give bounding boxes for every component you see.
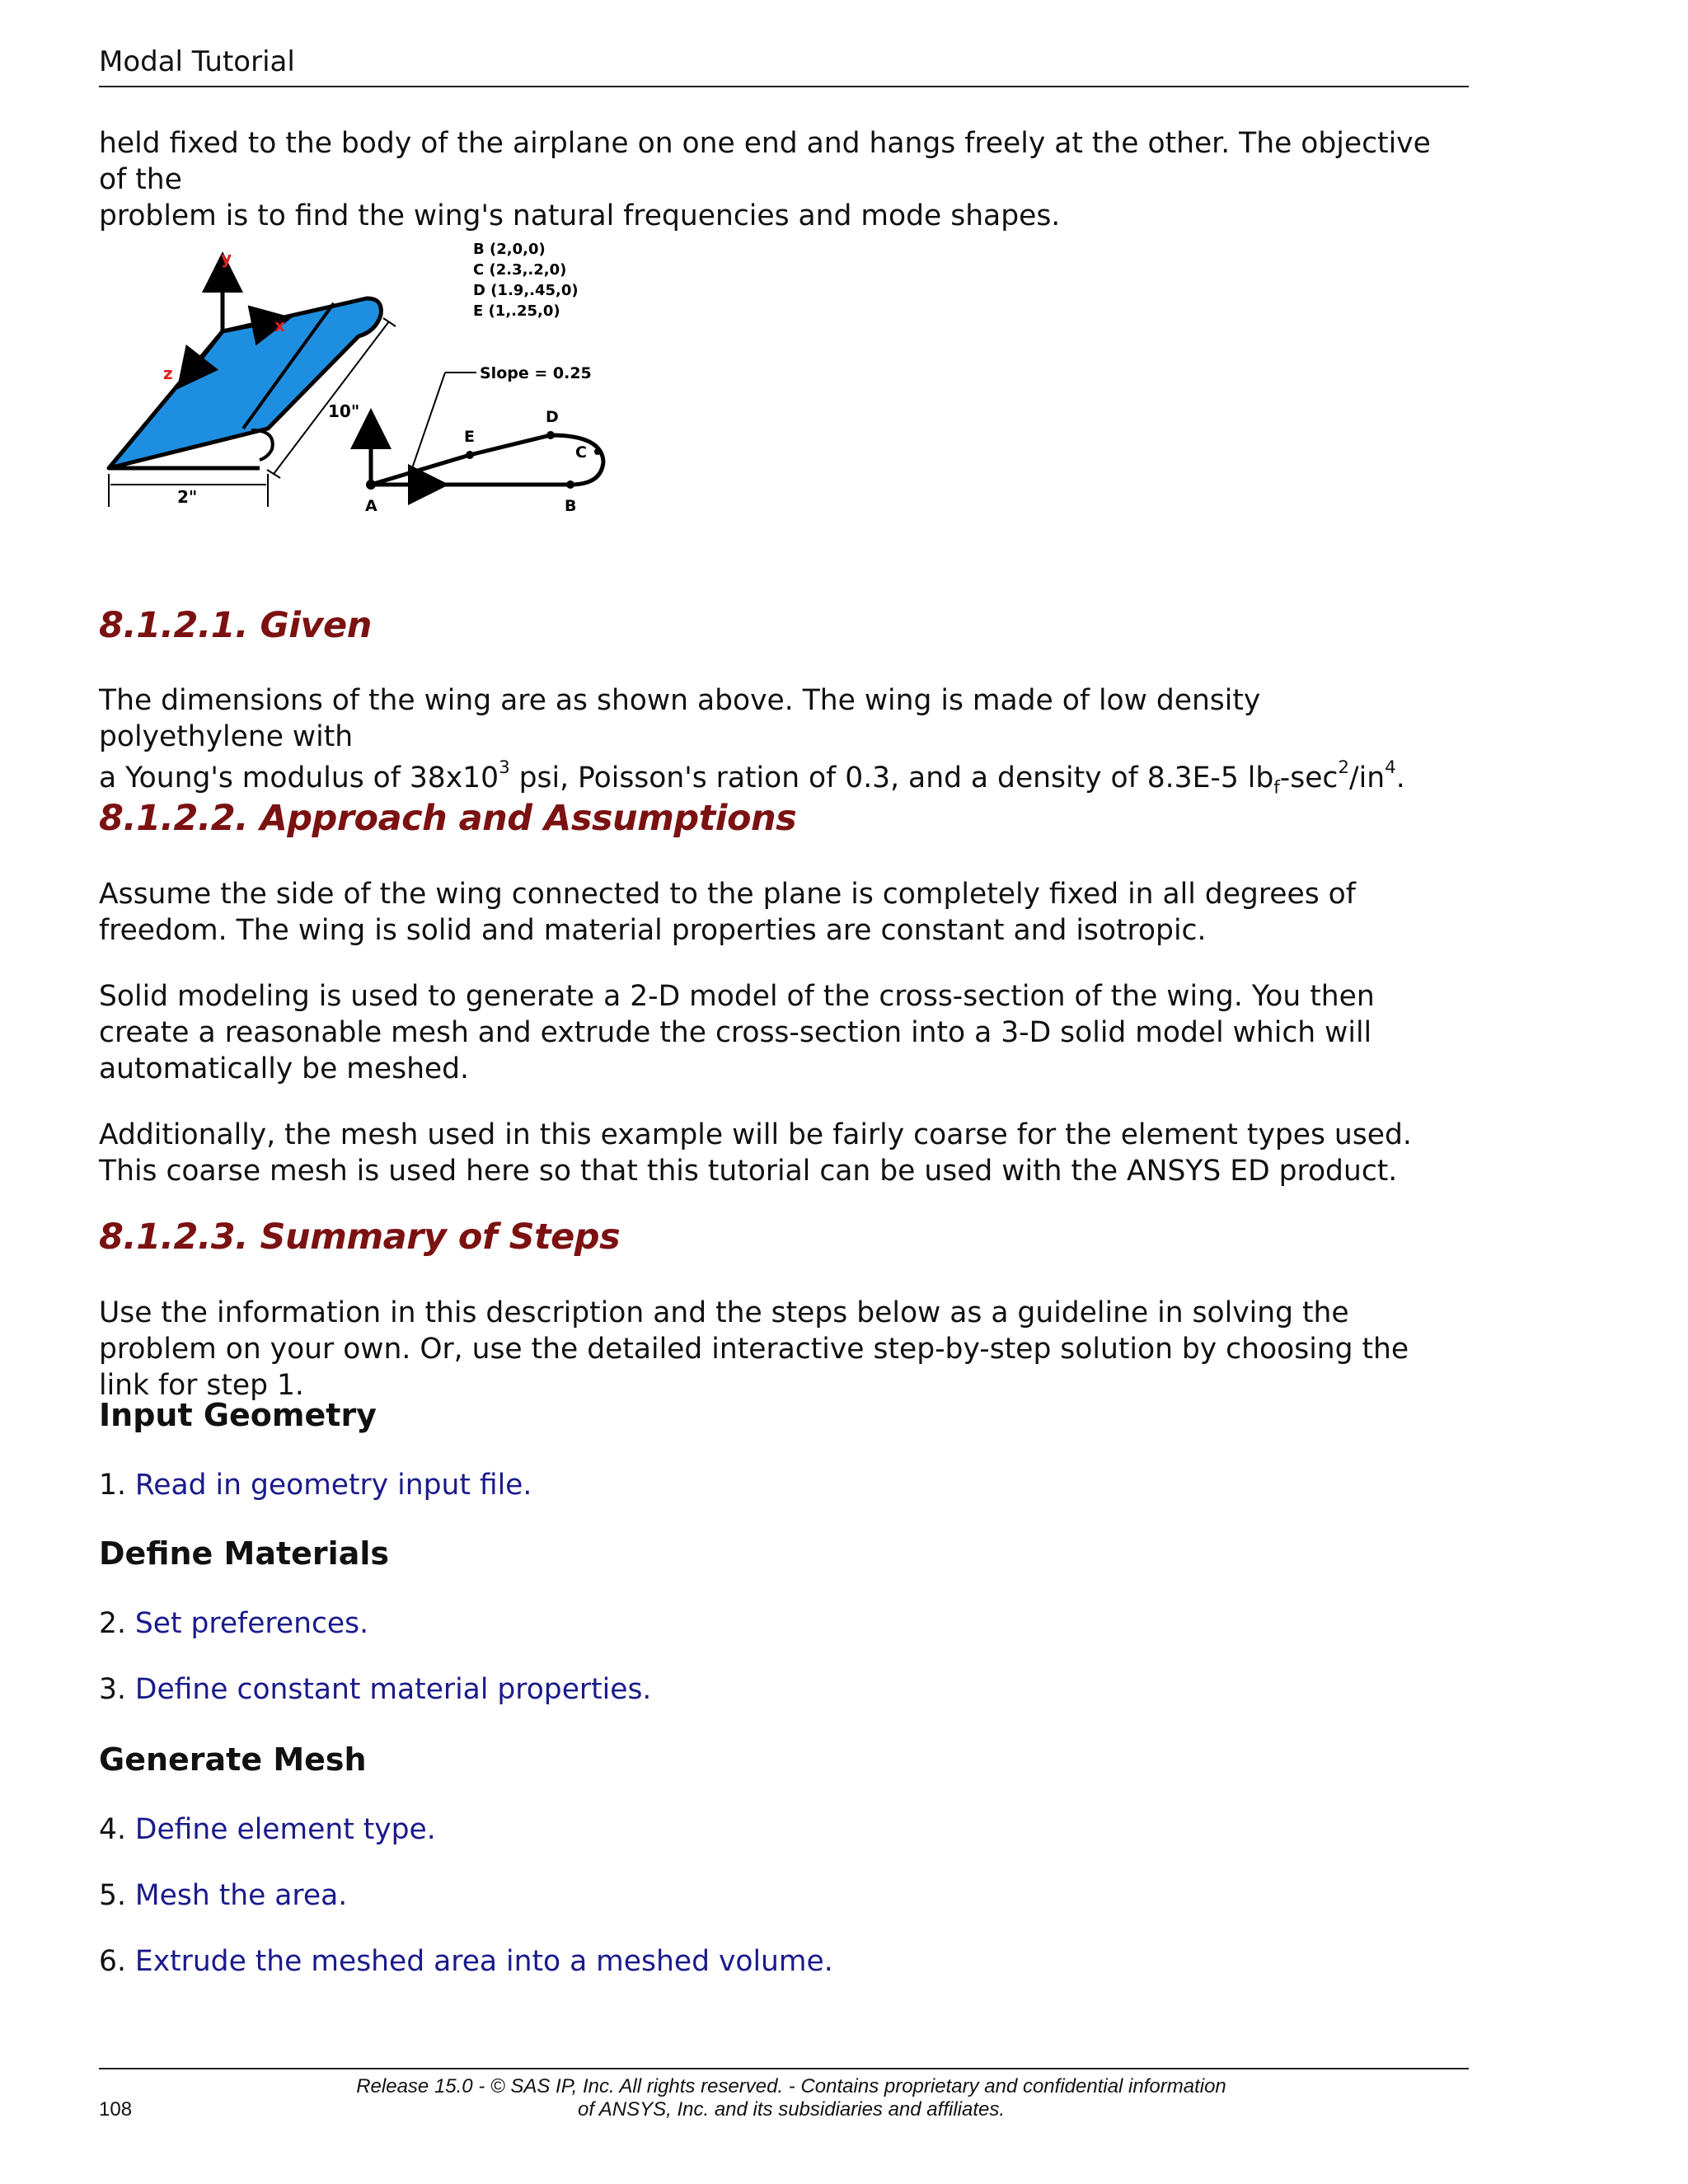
- given-paragraph: [99, 682, 1451, 799]
- step-link-element-type[interactable]: Define element type.: [134, 1813, 436, 1846]
- step-number: 4.: [99, 1813, 126, 1846]
- slope-label: Slope = 0.25: [480, 364, 592, 382]
- group-heading-define-materials: Define Materials: [99, 1535, 389, 1572]
- coord-c: C (2.3,.2,0): [473, 261, 567, 279]
- footer-rule: [99, 2068, 1469, 2069]
- dimension-width: [109, 474, 268, 507]
- intro-line-1: held fixed to the body of the airplane on one end and hangs freely at the other. The objective of the: [99, 127, 1431, 196]
- point-e-label: E: [464, 428, 475, 446]
- coord-b: B (2,0,0): [473, 241, 546, 258]
- step-number: 3.: [99, 1673, 126, 1706]
- step-5: [99, 1879, 347, 1912]
- point-e-marker: [466, 451, 474, 459]
- given-line-1: The dimensions of the wing are as shown above. The wing is made of low density polyethylene with: [99, 684, 1261, 753]
- step-2: [99, 1607, 368, 1640]
- step-6: [99, 1945, 833, 1978]
- footer-line-2: of ANSYS, Inc. and its subsidiaries and affiliates.: [577, 2098, 1006, 2121]
- step-link-material-properties[interactable]: Define constant material properties.: [134, 1673, 652, 1706]
- step-link-read-geometry[interactable]: Read in geometry input file.: [134, 1469, 532, 1502]
- step-number: 2.: [99, 1607, 126, 1640]
- group-heading-input-geometry: Input Geometry: [99, 1397, 377, 1433]
- step-1: [99, 1469, 532, 1502]
- page-number: 108: [99, 2098, 133, 2121]
- coord-e: E (1,.25,0): [473, 302, 560, 320]
- step-link-extrude[interactable]: Extrude the meshed area into a meshed volume.: [134, 1945, 833, 1978]
- step-link-mesh-area[interactable]: Mesh the area.: [134, 1879, 348, 1912]
- given-line-2: a Young's modulus of $38x10^3$ psi, Poisson's ration of 0.3, and a density of 8.3E-5 $lb_f-\sec^2/in^4$.: [99, 757, 1405, 799]
- step-number: 6.: [99, 1945, 126, 1978]
- step-number: 1.: [99, 1469, 126, 1502]
- running-header: Modal Tutorial: [99, 45, 295, 78]
- axis-label-y: y: [221, 248, 232, 268]
- section-heading-summary: 8.1.2.3. Summary of Steps: [99, 1216, 621, 1258]
- header-rule: [99, 86, 1469, 87]
- point-c-marker: [594, 448, 601, 455]
- point-b-label: B: [565, 497, 577, 515]
- group-heading-generate-mesh: Generate Mesh: [99, 1741, 367, 1778]
- summary-paragraph: Use the information in this description and the steps below as a guideline in solving the problem on your own. Or, use the detailed interactive step-by-step solution by choosing the link for step 1.: [99, 1296, 1409, 1402]
- point-c-label: C: [575, 443, 587, 462]
- wing-body: [109, 298, 381, 468]
- section-heading-given: 8.1.2.1. Given: [99, 605, 372, 646]
- point-a-marker: [366, 480, 376, 490]
- coordinate-list: [473, 241, 579, 320]
- cross-section: [365, 364, 603, 515]
- footer-line-1: Release 15.0 - © SAS IP, Inc. All rights reserved. - Contains proprietary and confidential information: [356, 2075, 1226, 2097]
- step-number: 5.: [99, 1879, 126, 1912]
- wing-tip-edge: [251, 430, 273, 460]
- point-b-marker: [566, 480, 574, 489]
- approach-paragraph-1: Assume the side of the wing connected to the plane is completely fixed in all degrees of freedom. The wing is solid and material properties are constant and isotropic.: [99, 878, 1356, 947]
- approach-paragraph-3: Additionally, the mesh used in this example will be fairly coarse for the element types used. This coarse mesh is used here so that this tutorial can be used with the ANSYS ED product.: [99, 1118, 1412, 1188]
- step-3: [99, 1673, 651, 1706]
- airfoil-outline: [371, 435, 603, 485]
- section-heading-approach: 8.1.2.2. Approach and Assumptions: [99, 798, 797, 839]
- point-a-label: A: [365, 497, 377, 515]
- slope-leader: [410, 373, 445, 473]
- intro-paragraph: [99, 125, 1451, 234]
- dimension-width-label: 2": [177, 487, 198, 507]
- axis-label-x: x: [274, 316, 285, 335]
- wing-figure: [99, 239, 626, 519]
- approach-paragraph-2: Solid modeling is used to generate a 2-D model of the cross-section of the wing. You then create a reasonable mesh and extrude the cross-section into a 3-D solid model which will automatically be meshed.: [99, 980, 1375, 1085]
- step-link-set-preferences[interactable]: Set preferences.: [134, 1607, 369, 1640]
- axis-label-z: z: [163, 363, 173, 383]
- step-4: [99, 1813, 436, 1846]
- intro-line-2: problem is to find the wing's natural frequencies and mode shapes.: [99, 199, 1061, 232]
- point-d-marker: [546, 431, 555, 439]
- wing-top-surface: [109, 298, 381, 468]
- point-d-label: D: [546, 408, 559, 426]
- dimension-length-label: 10": [328, 401, 360, 421]
- coord-d: D (1.9,.45,0): [473, 282, 579, 299]
- footer-copyright: [288, 2075, 1294, 2121]
